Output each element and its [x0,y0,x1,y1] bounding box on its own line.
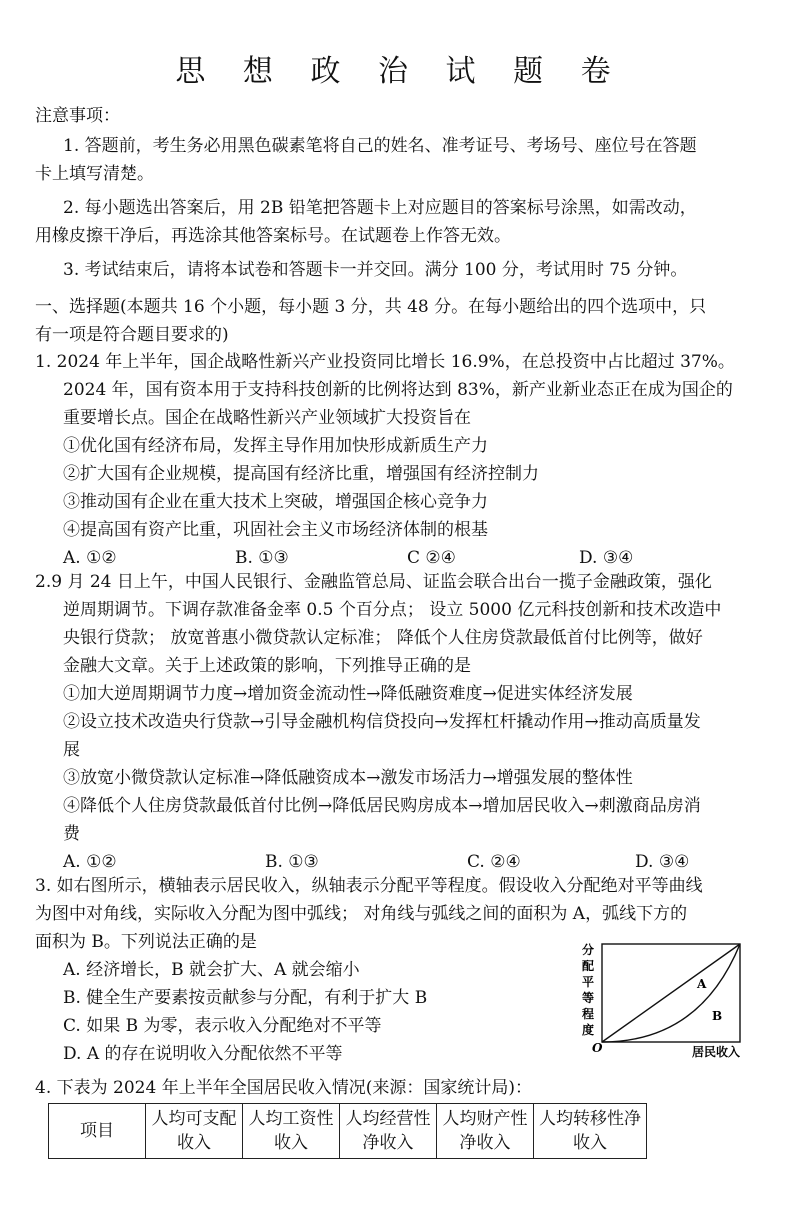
table-header-wage: 人均工资性收入 [243,1104,340,1159]
section-heading-line-1: 一、选择题(本题共 16 个小题，每小题 3 分，共 48 分。在每小题给出的四个选项中，只 [35,297,707,317]
section-heading [35,293,780,349]
table-header-property: 人均财产性净收入 [437,1104,534,1159]
table-row [49,1104,647,1159]
q4-stem: 4. 下表为 2024 年上半年全国居民收入情况(来源：国家统计局)： [35,1078,532,1098]
figure-ylabel-4: 等 [582,991,595,1005]
q3-option-d: D. A 的存在说明收入分配依然不平等 [63,1044,343,1064]
q3-stem-line-3: 面积为 B。下列说法正确的是 [35,932,257,952]
figure-ylabel-1: 分 [582,943,595,957]
q1-stem-line-2: 2024 年，国有资本用于支持科技创新的比例将达到 83%，新产业新业态正在成为国企的 [63,380,733,400]
q1-option-d: D. ③④ [579,548,634,568]
notice-item-1-cont: 卡上填写清楚。 [35,164,154,184]
q2-item-2-cont: 展 [63,740,80,760]
q1-stem-line-3: 重要增长点。国企在战略性新兴产业领域扩大投资旨在 [63,408,471,428]
q3-stem-line-2: 为图中对角线，实际收入分配为图中弧线； 对角线与弧线之间的面积为 A，弧线下方的 [35,904,688,924]
figure-diagonal [602,944,740,1042]
q1-item-4: ④提高国有资产比重，巩固社会主义市场经济体制的根基 [63,520,488,540]
q2-option-c: C. ②④ [467,852,521,872]
question-2 [35,568,780,876]
figure-origin: O [592,1041,603,1055]
q2-item-4-cont: 费 [63,824,80,844]
figure-label-a: A [697,977,707,991]
q1-option-b: B. ①③ [235,548,289,568]
q2-item-1: ①加大逆周期调节力度→增加资金流动性→降低融资难度→促进实体经济发展 [63,684,633,704]
q3-option-c: C. 如果 B 为零，表示收入分配绝对不平等 [63,1016,382,1036]
q2-stem-line-1: 2.9 月 24 日上午，中国人民银行、金融监管总局、证监会联合出台一揽子金融政策，强化 [35,572,712,592]
q2-option-b: B. ①③ [265,852,319,872]
q4-income-table [48,1103,647,1159]
section-heading-line-2: 有一项是符合题目要求的) [35,325,229,345]
notice-section [35,102,780,284]
q2-stem-line-2: 逆周期调节。下调存款准备金率 0.5 个百分点； 设立 5000 亿元科技创新和技术改造中 [63,600,722,620]
notice-item-3: 3. 考试结束后，请将本试卷和答题卡一并交回。满分 100 分，考试用时 75 分钟。 [63,260,688,280]
q1-option-a: A. ①② [63,548,117,568]
q2-option-d: D. ③④ [635,852,690,872]
q3-option-b: B. 健全生产要素按贡献参与分配，有利于扩大 B [63,988,428,1008]
q1-item-3: ③推动国有企业在重大技术上突破，增强国企核心竞争力 [63,492,488,512]
q2-stem-line-4: 金融大文章。关于上述政策的影响，下列推导正确的是 [63,656,471,676]
q2-item-3: ③放宽小微贷款认定标准→降低融资成本→激发市场活力→增强发展的整体性 [63,768,633,788]
notice-heading: 注意事项： [35,106,120,126]
q2-stem-line-3: 央银行贷款； 放宽普惠小微贷款认定标准； 降低个人住房贷款最低首付比例等，做好 [63,628,703,648]
figure-ylabel-5: 程 [582,1007,595,1021]
q1-stem-line-1: 1. 2024 年上半年，国企战略性新兴产业投资同比增长 16.9%，在总投资中占比超过 37%。 [35,352,735,372]
q3-option-a: A. 经济增长，B 就会扩大、A 就会缩小 [63,960,360,980]
question-1 [35,348,780,572]
figure-xlabel: 居民收入 [692,1045,741,1059]
notice-item-1: 1. 答题前，考生务必用黑色碳素笔将自己的姓名、准考证号、考场号、座位号在答题 [63,136,697,156]
figure-ylabel-2: 配 [582,959,595,973]
exam-title: 思 想 政 治 试 题 卷 [175,54,625,89]
table-header-business: 人均经营性净收入 [340,1104,437,1159]
q2-option-a: A. ①② [63,852,117,872]
q1-option-c: C ②④ [407,548,456,568]
q1-item-2: ②扩大国有企业规模，提高国有经济比重，增强国有经济控制力 [63,464,539,484]
notice-item-2: 2. 每小题选出答案后，用 2B 铅笔把答题卡上对应题目的答案标号涂黑，如需改动， [63,198,697,218]
q1-item-1: ①优化国有经济布局，发挥主导作用加快形成新质生产力 [63,436,488,456]
table-header-disposable: 人均可支配收入 [146,1104,243,1159]
question-4 [35,1074,780,1102]
figure-ylabel-3: 平 [582,975,595,989]
figure-label-b: B [712,1009,723,1023]
q3-stem-line-1: 3. 如右图所示，横轴表示居民收入，纵轴表示分配平等程度。假设收入分配绝对平等曲线 [35,876,703,896]
figure-ylabel-6: 度 [582,1023,595,1037]
table-header-transfer: 人均转移性净收入 [534,1104,647,1159]
q3-distribution-figure [580,940,765,1060]
q2-item-2: ②设立技术改造央行贷款→引导金融机构信贷投向→发挥杠杆撬动作用→推动高质量发 [63,712,701,732]
q2-item-4: ④降低个人住房贷款最低首付比例→降低居民购房成本→增加居民收入→刺激商品房消 [63,796,701,816]
notice-item-2-cont: 用橡皮擦干净后，再选涂其他答案标号。在试题卷上作答无效。 [35,226,511,246]
table-header-item: 项目 [49,1104,146,1159]
